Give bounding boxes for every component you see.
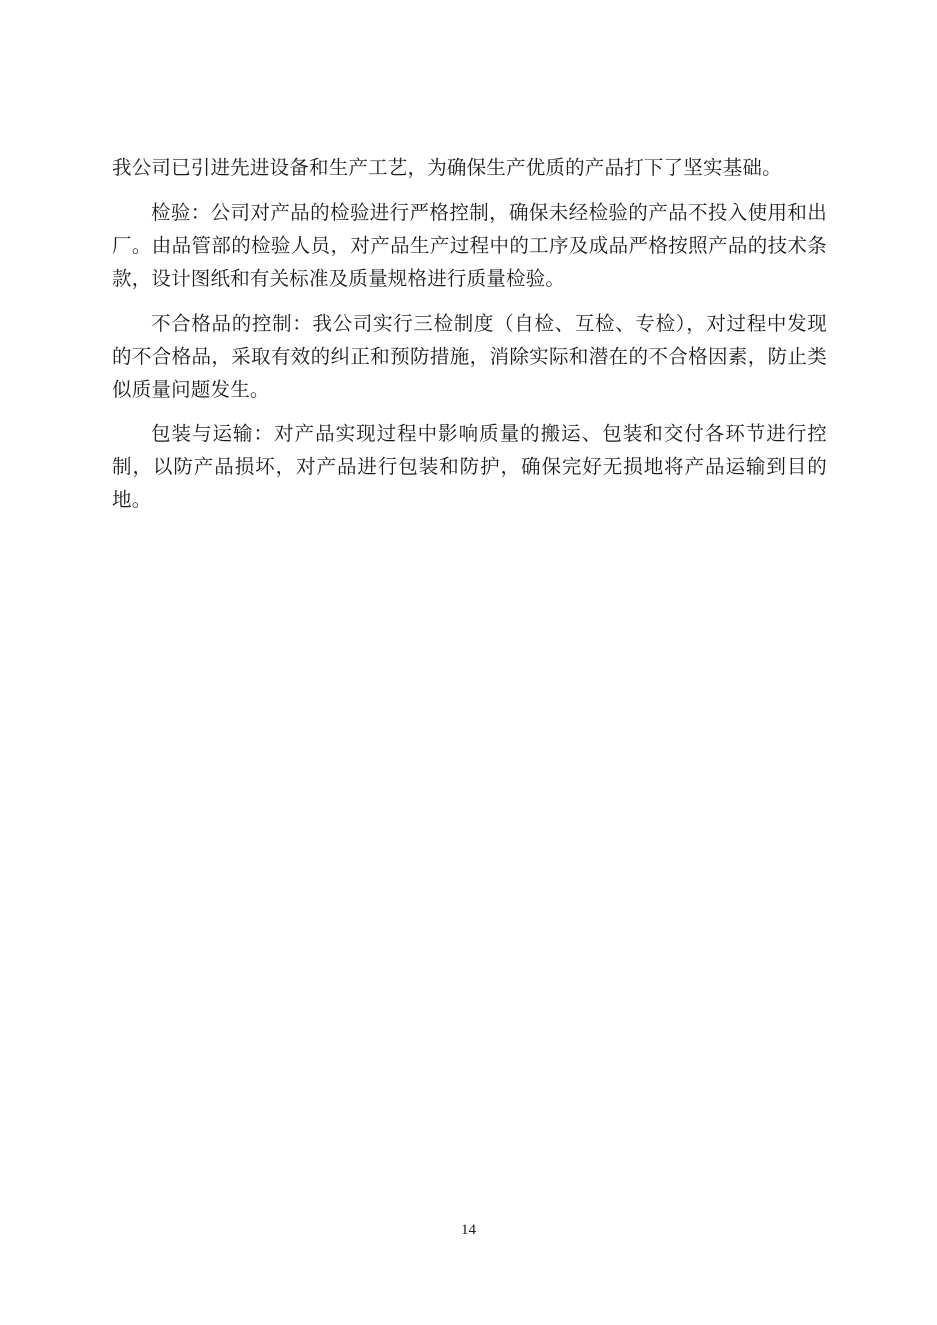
document-body	[112, 152, 827, 528]
page-number: 14	[461, 1222, 476, 1238]
paragraph-inspection: 检验：公司对产品的检验进行严格控制，确保未经检验的产品不投入使用和出厂。由品管部的检验人员，对产品生产过程中的工序及成品严格按照产品的技术条款，设计图纸和有关标准及质量规格进行质量检验。	[112, 203, 827, 290]
paragraph-packaging-transport: 包装与运输：对产品实现过程中影响质量的搬运、包装和交付各环节进行控制，以防产品损坏，对产品进行包装和防护，确保完好无损地将产品运输到目的地。	[112, 424, 827, 511]
paragraph-nonconforming-control: 不合格品的控制：我公司实行三检制度（自检、互检、专检），对过程中发现的不合格品，采取有效的纠正和预防措施，消除实际和潜在的不合格因素，防止类似质量问题发生。	[112, 314, 827, 401]
paragraph-intro: 我公司已引进先进设备和生产工艺，为确保生产优质的产品打下了坚实基础。	[112, 158, 782, 179]
